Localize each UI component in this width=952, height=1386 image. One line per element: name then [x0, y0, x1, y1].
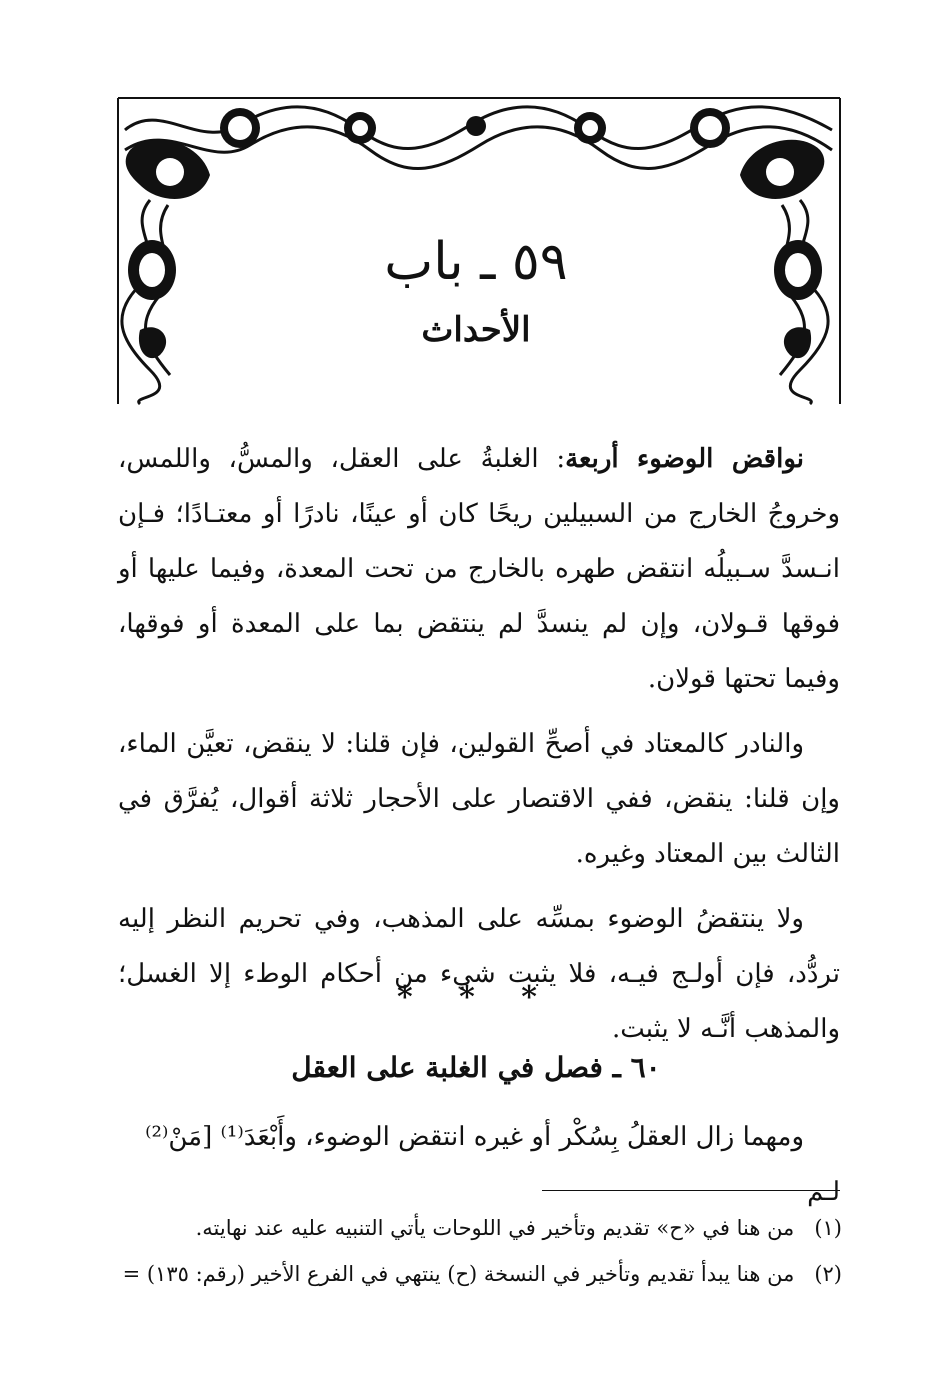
- arabesque-border-icon: [0, 0, 952, 420]
- footnote-marker: (١): [814, 1216, 842, 1240]
- footnote: [110, 1251, 842, 1297]
- footnote-divider: [542, 1190, 840, 1191]
- paragraph-text: ولا ينتقضُ الوضوء بمسِّه على المذهب، وفي تحريم النظر إليه تردُّد، فإن أولـج فيـه، فلا يثبت شيء من أحكام الوطء إلا الغسل؛ والمذهب أنَّـه لا يثبت.: [118, 904, 840, 1044]
- footnote-marker: (٢): [814, 1262, 842, 1286]
- section-text: [118, 1110, 840, 1220]
- paragraph: [118, 892, 840, 1057]
- paragraph-text: والنادر كالمعتاد في أصحِّ القولين، فإن قلنا: لا ينقض، تعيَّن الماء، وإن قلنا: ينقض، ففي الاقتصار على الأحجار ثلاثة أقوال، يُفرَّق في الثالث بين المعتاد وغيره.: [118, 729, 840, 869]
- chapter-number: ٥٩ ـ باب: [384, 232, 568, 292]
- footnote-text: من هنا في «ح» تقديم وتأخير في اللوحات يأتي التنبيه عليه عند نهايته.: [195, 1216, 795, 1240]
- chapter-title: الأحداث: [421, 310, 531, 350]
- footnotes: [110, 1205, 842, 1297]
- paragraph-lead: نواقض الوضوء أربعة: [565, 444, 805, 474]
- footnote: [110, 1205, 842, 1251]
- section-separator: * * *: [397, 980, 555, 1015]
- paragraph-text: ومهما زال العقلُ بِسُكْر أو غيره انتقض الوضوء، وأَبْعَدَ⁽¹⁾ [مَنْ⁽²⁾ لـم: [145, 1122, 840, 1207]
- paragraph: [118, 717, 840, 882]
- ornamental-frame: [0, 0, 952, 420]
- paragraph: [118, 432, 840, 707]
- paragraph-text: : الغلبةُ على العقل، والمسُّ، واللمس، وخروجُ الخارج من السبيلين ريحًا كان أو عينًا، نادرًا أو معتـادًا؛ فـإن انـسدَّ سـبيلُه انتقض طهره بالخارج من تحت المعدة، وفيما عليها أو فوقها قـولان، وإن لم ينسدَّ لم ينتقض بما على المعدة أو فوقها، وفيما تحتها قولان.: [118, 444, 840, 694]
- main-text: [118, 432, 840, 1067]
- section-heading: ٦٠ ـ فصل في الغلبة على العقل: [291, 1051, 661, 1084]
- footnote-text: من هنا يبدأ تقديم وتأخير في النسخة (ح) ينتهي في الفرع الأخير (رقم: ١٣٥) =: [122, 1262, 795, 1286]
